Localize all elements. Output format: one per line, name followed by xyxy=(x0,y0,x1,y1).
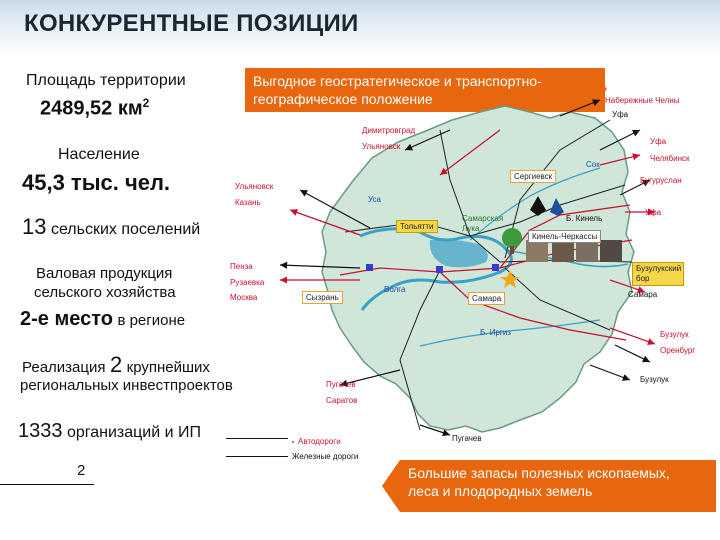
gross-label-1: Валовая продукция xyxy=(36,265,173,282)
label-saratov: Саратов xyxy=(326,396,358,405)
population-value: 45,3 тыс. чел. xyxy=(22,170,171,195)
soil-icon xyxy=(552,240,574,262)
projects-line-2: региональных инвестпроектов xyxy=(20,377,233,394)
label-samarskaya-luka: Самарская Лука xyxy=(462,214,504,233)
legend-road-label: Автодороги xyxy=(298,437,341,446)
page-number: 2 xyxy=(77,462,86,479)
label-syzran: Сызрань xyxy=(302,291,343,304)
area-value: 2489,52 $км^2$ xyxy=(40,96,150,120)
label-bol-irgiz: Б. Иргиз xyxy=(480,328,511,337)
legend-rail-label: Железные дороги xyxy=(292,452,359,461)
label-ufa-top: Уфа xyxy=(612,110,629,119)
label-pugachev: Пугачев xyxy=(326,380,356,389)
label-chelyabinsk: Челябинск xyxy=(650,154,690,163)
label-b-kinel: Б. Кинель xyxy=(566,214,603,223)
settlements-stat: 13 сельских поселений xyxy=(22,214,201,239)
label-kazan: Казань xyxy=(235,198,261,207)
label-usa: Уса xyxy=(368,195,381,204)
population-label: Население xyxy=(58,146,140,163)
clay-icon xyxy=(576,240,598,262)
label-penza: Пенза xyxy=(230,262,253,271)
label-dimitrovgrad: Димитровград xyxy=(362,126,416,135)
label-ruzaevka: Рузаевка xyxy=(230,278,265,287)
stone-icon xyxy=(526,240,548,262)
label-kinel-cherkassy: Кинель-Черкассы xyxy=(528,230,601,243)
label-ufa-right: Уфа xyxy=(650,137,667,146)
label-samara-r: Самара xyxy=(628,290,658,299)
orgs-stat: 1333 организаций и ИП xyxy=(18,420,202,442)
label-sergievsk: Сергиевск xyxy=(510,170,556,183)
projects-stat: Реализация 2 крупнейших xyxy=(22,352,210,377)
resources-callout: Большие запасы полезных ископаемых, леса и плодородных земель xyxy=(400,460,716,512)
label-naberezhnye: Набережные Челны xyxy=(605,96,680,105)
label-pugachev-2: Пугачев xyxy=(452,434,482,443)
label-sok: Сок xyxy=(586,160,600,169)
label-bugulma: Бугуруслан xyxy=(640,176,682,185)
gross-place-stat: 2-е место в регионе xyxy=(20,308,186,330)
label-tolyatti: Тольятти xyxy=(396,220,438,233)
label-samara: Самара xyxy=(468,292,505,305)
label-ulyanovsk-2: Ульяновск xyxy=(235,182,274,191)
area-label: Площадь территории xyxy=(26,72,186,89)
label-moskva: Москва xyxy=(230,293,258,302)
label-orenburg: Оренбург xyxy=(660,346,696,355)
gross-label-2: сельского хозяйства xyxy=(34,284,176,301)
label-buzuluksky-bor: Бузулукский бор xyxy=(632,262,684,286)
geostrategic-callout: Выгодное геостратегическое и транспортно- географическое положение xyxy=(245,68,605,112)
label-volga: Волга xyxy=(384,285,406,294)
gravel-icon xyxy=(600,240,622,262)
label-buzuluk-2: Бузулук xyxy=(640,375,669,384)
label-buzuluk: Бузулук xyxy=(660,330,689,339)
label-ulyanovsk-1: Ульяновск xyxy=(362,142,401,151)
area-superscript: 2 xyxy=(142,96,150,110)
label-ufa-mid: Уфа xyxy=(645,208,662,217)
page-title: КОНКУРЕНТНЫЕ ПОЗИЦИИ xyxy=(24,10,359,37)
